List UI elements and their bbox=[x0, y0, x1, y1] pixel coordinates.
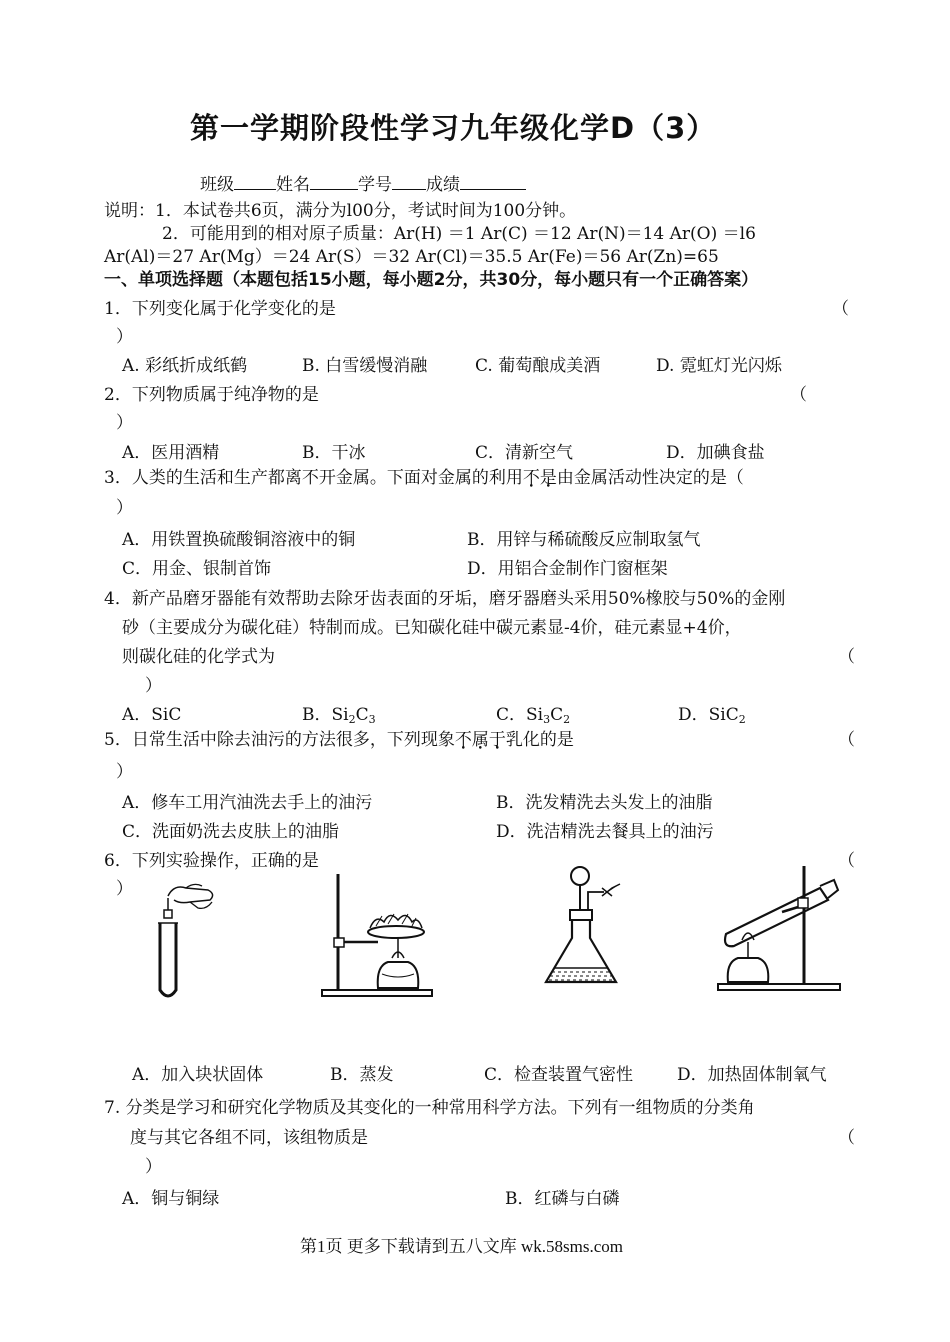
q3-option-d[interactable]: D．用铝合金制作门窗框架 bbox=[467, 559, 668, 579]
note-line-3: Ar(Al)＝27 Ar(Mg）＝24 Ar(S）＝32 Ar(Cl)＝35.5 Ar(Fe)＝56 Ar(Zn)=65 bbox=[104, 247, 719, 267]
q6-paren-close: ） bbox=[116, 879, 133, 899]
emphasis-dot-char: 是 bbox=[539, 468, 557, 488]
q4-paren-close: ） bbox=[145, 676, 162, 696]
emphasis-dot-char: 属 bbox=[471, 730, 489, 750]
q7-line-1: 7. 分类是学习和研究化学物质及其变化的一种常用科学方法。下列有一组物质的分类角 bbox=[104, 1098, 755, 1118]
q7-line-2: 度与其它各组不同，该组物质是 bbox=[130, 1128, 368, 1148]
heating-solid-illustration bbox=[712, 860, 847, 996]
q1-option-a[interactable]: A. 彩纸折成纸鹤 bbox=[122, 356, 248, 376]
q4-line-2: 砂（主要成分为碳化硅）特制而成。已知碳化硅中碳元素显-4价，硅元素显+4价， bbox=[122, 618, 742, 638]
number-label: 学号 bbox=[358, 175, 392, 195]
q4-option-a[interactable]: A．SiC bbox=[122, 705, 182, 725]
q6-paren-open: （ bbox=[838, 851, 855, 871]
page-title: 第一学期阶段性学习九年级化学D（3） bbox=[190, 111, 717, 145]
q6-option-c[interactable]: C．检查装置气密性 bbox=[484, 1065, 634, 1085]
q3-paren-close: ） bbox=[116, 498, 133, 518]
q5-paren-open: （ bbox=[838, 730, 855, 750]
name-label: 姓名 bbox=[276, 175, 310, 195]
q3-option-a[interactable]: A．用铁置换硫酸铜溶液中的铜 bbox=[122, 530, 356, 550]
q3-option-b[interactable]: B．用锌与稀硫酸反应制取氢气 bbox=[467, 530, 701, 550]
q2-option-c[interactable]: C．清新空气 bbox=[475, 443, 574, 463]
test-tube-hand-illustration bbox=[150, 878, 225, 1006]
q2-stem: 2．下列物质属于纯净物的是 bbox=[104, 385, 319, 405]
q5-option-c[interactable]: C．洗面奶洗去皮肤上的油脂 bbox=[122, 822, 340, 842]
q1-option-d[interactable]: D. 霓虹灯光闪烁 bbox=[656, 356, 782, 376]
q4-line-1: 4．新产品磨牙器能有效帮助去除牙齿表面的牙垢，磨牙器磨头采用50%橡胶与50%的金刚 bbox=[104, 589, 786, 609]
emphasis-dot-char: 不 bbox=[454, 730, 472, 750]
section-heading: 一、单项选择题（本题包括15小题，每小题2分，共30分，每小题只有一个正确答案） bbox=[104, 270, 759, 290]
note-line-1: 说明：1．本试卷共6页，满分为l00分，考试时间为100分钟。 bbox=[104, 201, 577, 221]
q7-paren-open: （ bbox=[838, 1128, 855, 1148]
q3-option-c[interactable]: C．用金、银制首饰 bbox=[122, 559, 272, 579]
name-blank[interactable] bbox=[310, 173, 358, 190]
q6-option-b[interactable]: B．蒸发 bbox=[330, 1065, 394, 1085]
q6-option-a[interactable]: A．加入块状固体 bbox=[132, 1065, 264, 1085]
q7-paren-close: ） bbox=[145, 1157, 162, 1177]
airtightness-check-illustration bbox=[540, 862, 645, 994]
q1-stem: 1．下列变化属于化学变化的是 bbox=[104, 299, 336, 319]
q2-paren-open: （ bbox=[790, 385, 807, 405]
note-line-2: 2．可能用到的相对原子质量：Ar(H) ＝1 Ar(C) ＝12 Ar(N)＝14 Ar(O) ＝l6 bbox=[162, 224, 756, 244]
q2-option-b[interactable]: B．干冰 bbox=[302, 443, 366, 463]
q2-option-a[interactable]: A．医用酒精 bbox=[122, 443, 220, 463]
q7-option-a[interactable]: A．铜与铜绿 bbox=[122, 1189, 220, 1209]
q5-option-b[interactable]: B．洗发精洗去头发上的油脂 bbox=[496, 793, 713, 813]
q1-paren-open: （ bbox=[832, 299, 849, 319]
q7-option-b[interactable]: B．红磷与白磷 bbox=[505, 1189, 620, 1209]
q6-stem: 6．下列实验操作，正确的是 bbox=[104, 851, 319, 871]
q3-stem: 3．人类的生活和生产都离不开金属。下面对金属的利用不是由金属活动性决定的是（ bbox=[104, 468, 744, 488]
evaporation-illustration bbox=[318, 870, 436, 1002]
q2-option-d[interactable]: D．加碘食盐 bbox=[666, 443, 765, 463]
q5-stem: 5．日常生活中除去油污的方法很多，下列现象不属于乳化的是 bbox=[104, 730, 574, 750]
q6-option-d[interactable]: D．加热固体制氧气 bbox=[677, 1065, 827, 1085]
q4-option-d[interactable]: D．SiC$_2$ bbox=[678, 705, 746, 726]
score-label: 成绩 bbox=[426, 175, 460, 195]
q4-option-b[interactable]: B．$Si_2C_3$ bbox=[302, 705, 376, 726]
page-footer: 第1页 更多下载请到五八文库 wk.58sms.com bbox=[300, 1237, 623, 1256]
q4-option-c[interactable]: C．$Si_3C_2$ bbox=[496, 705, 571, 726]
q4-line-3: 则碳化硅的化学式为 bbox=[122, 647, 275, 667]
q5-paren-close: ） bbox=[116, 762, 133, 782]
q4-paren-open: （ bbox=[838, 647, 855, 667]
q1-option-b[interactable]: B. 白雪缓慢消融 bbox=[302, 356, 428, 376]
emphasis-dot-char: 不 bbox=[522, 468, 540, 488]
student-info-line bbox=[200, 170, 526, 195]
q1-paren-close: ） bbox=[116, 327, 133, 347]
q2-paren-close: ） bbox=[116, 413, 133, 433]
q1-option-c[interactable]: C. 葡萄酿成美酒 bbox=[475, 356, 601, 376]
class-blank[interactable] bbox=[234, 173, 276, 190]
q5-option-d[interactable]: D．洗洁精洗去餐具上的油污 bbox=[496, 822, 714, 842]
emphasis-dot-char: 于 bbox=[488, 730, 506, 750]
score-blank[interactable] bbox=[460, 173, 526, 190]
number-blank[interactable] bbox=[392, 173, 426, 190]
q5-option-a[interactable]: A．修车工用汽油洗去手上的油污 bbox=[122, 793, 373, 813]
class-label: 班级 bbox=[200, 175, 234, 195]
